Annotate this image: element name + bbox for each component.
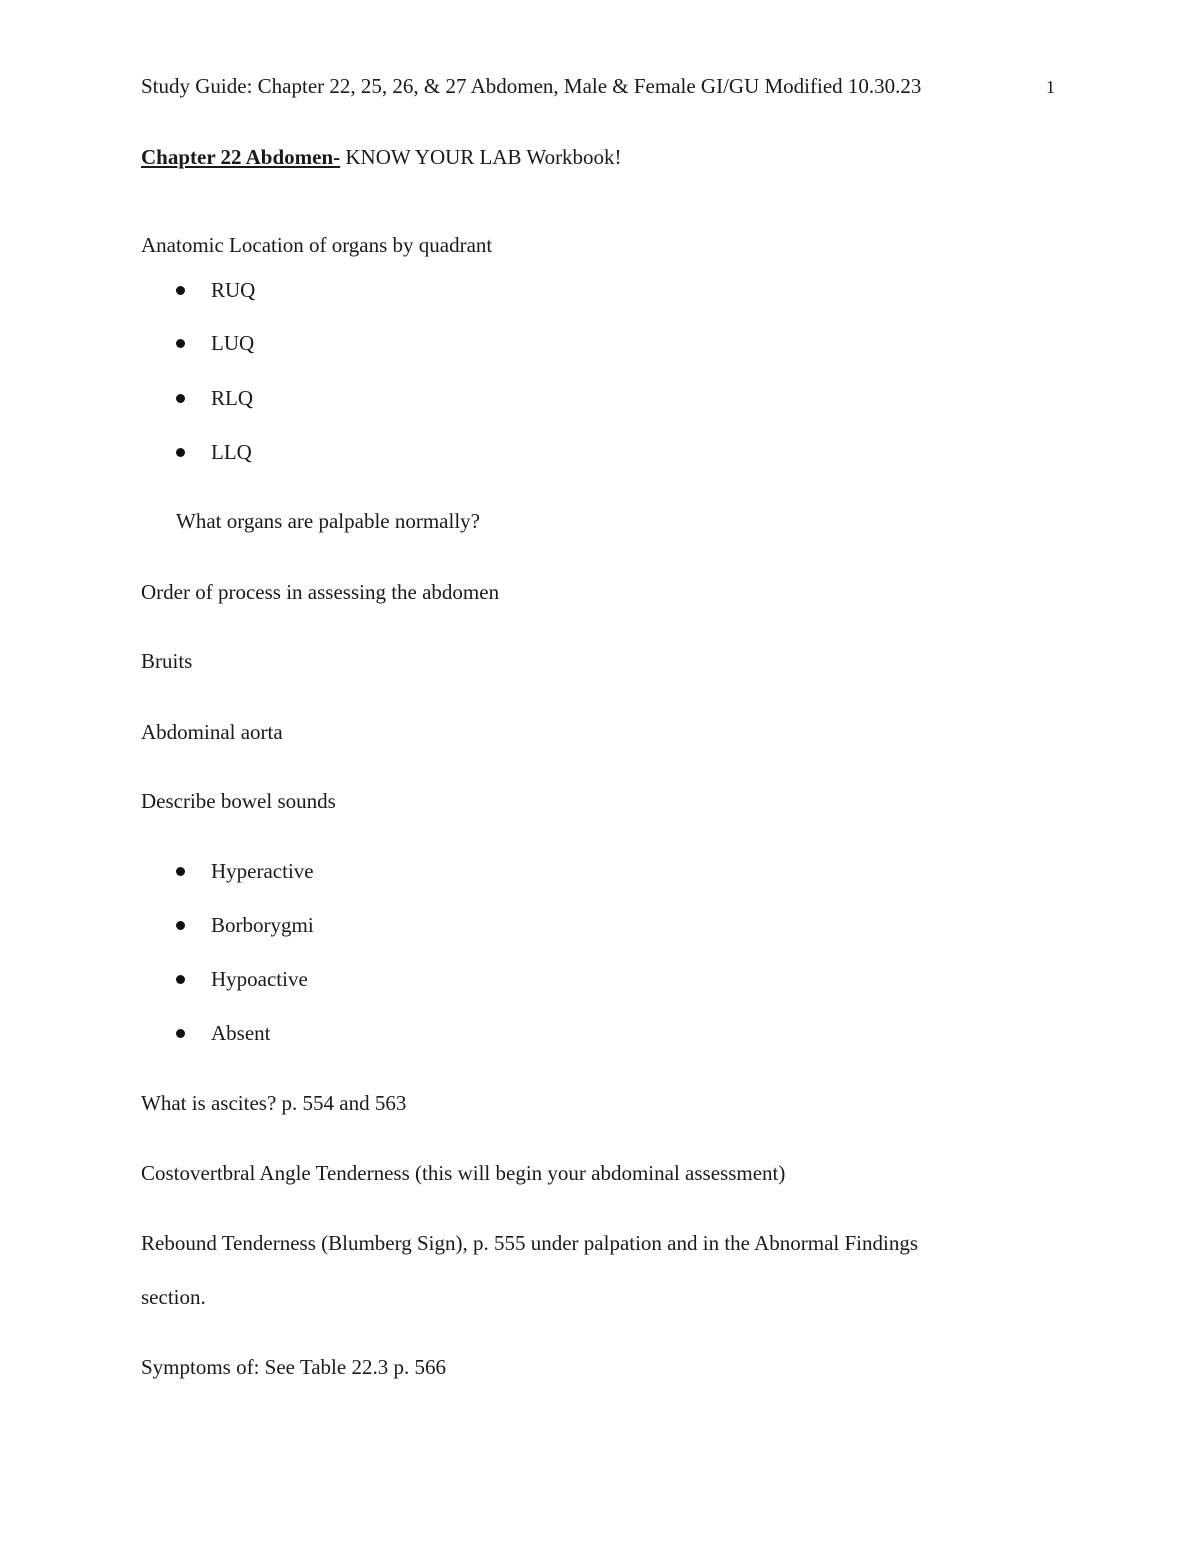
bullet-icon [176,286,185,295]
list-item: Absent [211,1021,271,1045]
page-number: 1 [1046,77,1055,97]
list-item: Hypoactive [211,967,308,991]
list-item: RLQ [211,386,253,410]
anatomic-location-heading: Anatomic Location of organs by quadrant [141,233,493,257]
rebound-tenderness-line1: Rebound Tenderness (Blumberg Sign), p. 555 under palpation and in the Abnormal Findings [141,1231,918,1255]
list-item: Borborygmi [211,913,314,937]
bullet-icon [176,448,185,457]
cva-tenderness: Costovertbral Angle Tenderness (this will begin your abdominal assessment) [141,1161,786,1185]
document-header-title: Study Guide: Chapter 22, 25, 26, & 27 Abdomen, Male & Female GI/GU Modified 10.30.23 [141,74,922,98]
bullet-icon [176,921,185,930]
bullet-icon [176,339,185,348]
chapter-heading-line [141,147,622,168]
list-item: RUQ [211,278,256,302]
symptoms-reference: Symptoms of: See Table 22.3 p. 566 [141,1355,446,1379]
order-of-process: Order of process in assessing the abdomen [141,580,500,604]
list-item: Hyperactive [211,859,314,883]
bullet-icon [176,394,185,403]
ascites-question: What is ascites? p. 554 and 563 [141,1091,407,1115]
bullet-icon [176,975,185,984]
bullet-icon [176,867,185,876]
bruits: Bruits [141,649,193,673]
list-item: LLQ [211,440,252,464]
bullet-icon [176,1029,185,1038]
palpable-question: What organs are palpable normally? [176,509,480,533]
chapter-heading-suffix: KNOW YOUR LAB Workbook! [340,145,622,169]
abdominal-aorta: Abdominal aorta [141,720,283,744]
chapter-heading: Chapter 22 Abdomen- [141,145,341,169]
list-item: LUQ [211,331,255,355]
bowel-sounds-heading: Describe bowel sounds [141,789,336,813]
rebound-tenderness-line2: section. [141,1285,206,1309]
